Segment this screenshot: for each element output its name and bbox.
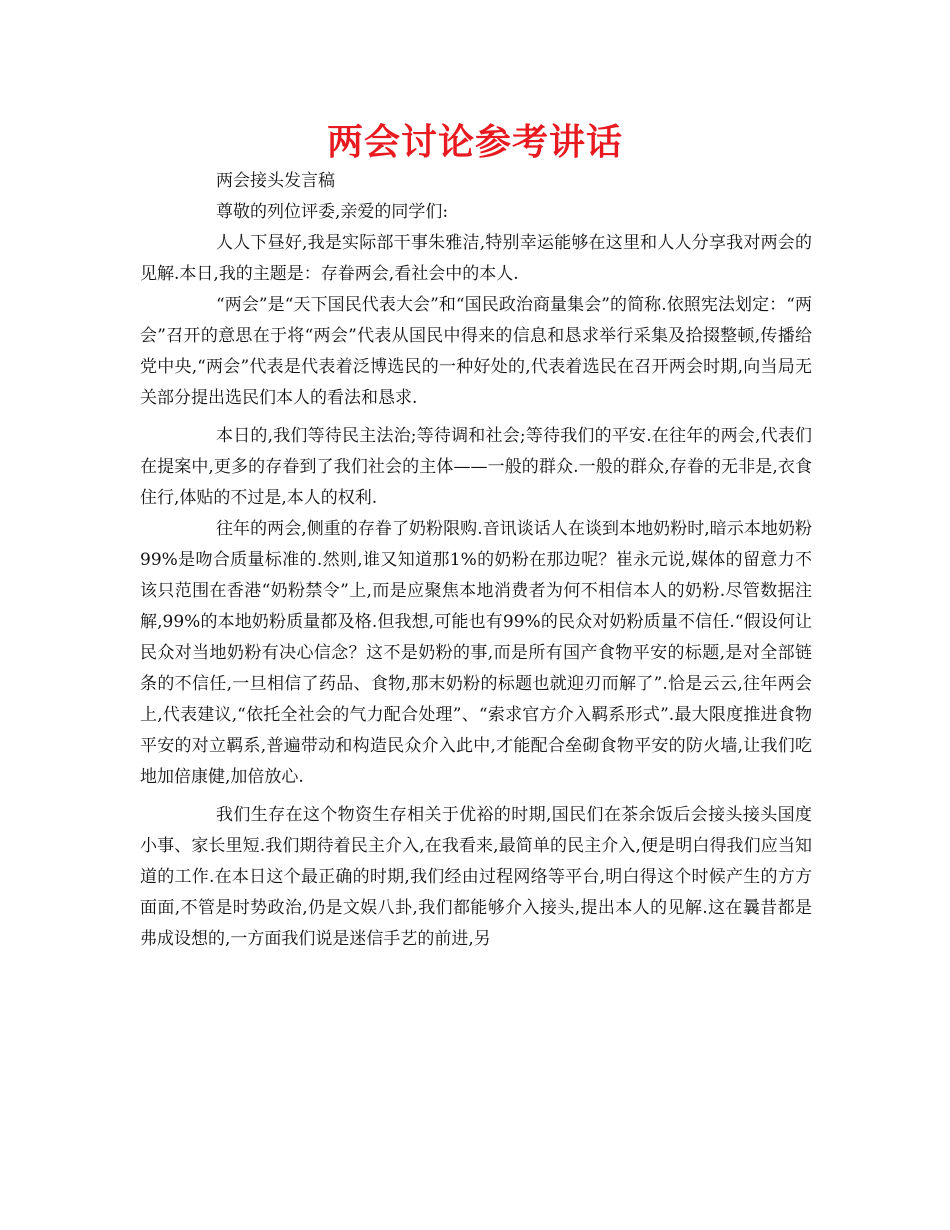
paragraph-participation: 我们生存在这个物资生存相关于优裕的时期,国民们在茶余饭后会接头接头国度小事、家长里短.我们期待着民主介入,在我看来,最简单的民主介入,便是明白得我们应当知道的工作.在本日这个最正确的时期,我们经由过程网络等平台,明白得这个时候产生的方方面面,不管是时势政治,仍是文娱八卦,我们都能够介入接头,提出本人的见解.这在曩昔都是弗成设想的,一方面我们说是迷信手艺的前进,另 [140,805,812,949]
document-title: 两会讨论参考讲话 [326,122,623,163]
paragraph-greeting: 尊敬的列位评委,亲爱的同学们: [216,202,449,222]
document-body [140,166,812,955]
paragraph-subtitle: 两会接头发言稿 [216,171,335,191]
paragraph-expectations: 本日的,我们等待民主法治;等待调和社会;等待我们的平安.在往年的两会,代表们在提案中,更多的存眷到了我们社会的主体——一般的群众.一般的群众,存眷的无非是,衣食住行,体贴的不过是,本人的权利. [140,426,812,508]
paragraph-intro: 人人下昼好,我是实际部干事朱雅洁,特别幸运能够在这里和人人分享我对两会的见解.本日,我的主题是：存眷两会,看社会中的本人. [140,233,812,284]
paragraph-milk-powder: 往年的两会,侧重的存眷了奶粉限购.音讯谈话人在谈到本地奶粉时,暗示本地奶粉99%是吻合质量标准的.然则,谁又知道那1%的奶粉在那边呢？崔永元说,媒体的留意力不该只范围在香港“奶粉禁令”上,而是应聚焦本地消费者为何不相信本人的奶粉.尽管数据注解,99%的本地奶粉质量都及格.但我想,可能也有99%的民众对奶粉质量不信任.“假设何让民众对当地奶粉有决心信念？这不是奶粉的事,而是所有国产食物平安的标题,是对全部链条的不信任,一旦相信了药品、食物,那末奶粉的标题也就迎刃而解了”.恰是云云,往年两会上,代表建议,“依托全社会的气力配合处理”、“索求官方介入羁系形式”.最大限度推进食物平安的对立羁系,普遍带动和构造民众介入此中,才能配合垒砌食物平安的防火墙,让我们吃地加倍康健,加倍放心. [140,519,812,787]
paragraph-definition: “两会”是“天下国民代表大会”和“国民政治商量集会”的简称.依照宪法划定：“两会”召开的意思在于将“两会”代表从国民中得来的信息和恳求举行采集及拾掇整顿,传播给党中央,“两会”代表是代表着泛博选民的一种好处的,代表着选民在召开两会时期,向当局无关部分提出选民们本人的看法和恳求. [140,295,812,408]
